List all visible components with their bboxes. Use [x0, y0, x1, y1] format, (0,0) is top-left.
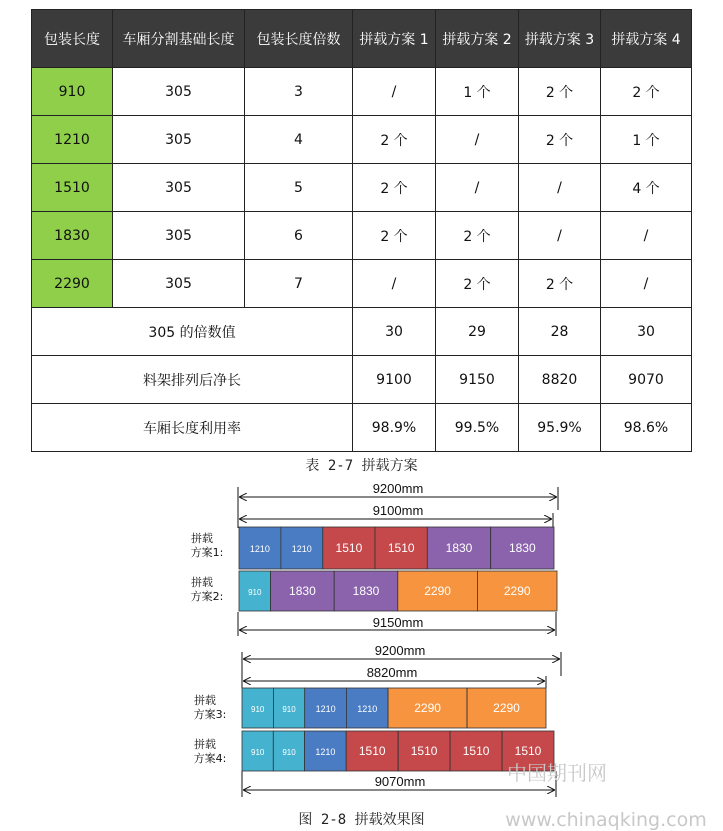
summary-label: 305 的倍数值 [32, 308, 353, 356]
header-cell: 拼载方案 4 [601, 10, 692, 68]
table-cell: 305 [113, 212, 245, 260]
bar-segment-label: 2290 [424, 584, 451, 598]
length-cell: 1830 [32, 212, 113, 260]
bar-segment-label: 2290 [493, 701, 520, 715]
table-cell: 305 [113, 164, 245, 212]
scheme-label: 拼载 [194, 738, 216, 751]
summary-value: 98.9% [353, 404, 436, 452]
watermark-title: 中国期刊网 [507, 761, 607, 785]
table-cell: 3 [245, 68, 353, 116]
table-cell: 4 [245, 116, 353, 164]
table-cell: 2 个 [436, 260, 519, 308]
table-cell: 4 个 [601, 164, 692, 212]
scheme-label: 拼载 [194, 694, 216, 707]
table-cell: / [436, 164, 519, 212]
table-cell: 2 个 [519, 68, 601, 116]
bar-segment-label: 1510 [514, 744, 542, 758]
table-cell: 305 [113, 260, 245, 308]
bar-segment-label: 1510 [410, 744, 438, 758]
table-cell: 2 个 [519, 116, 601, 164]
table-cell: 305 [113, 68, 245, 116]
table-cell: / [436, 116, 519, 164]
summary-value: 98.6% [601, 404, 692, 452]
bar-segment-label: 910 [282, 705, 296, 714]
bar-segment-label: 1510 [358, 744, 386, 758]
bar-segment-label: 910 [248, 588, 262, 597]
table-cell: 305 [113, 116, 245, 164]
header-cell: 拼载方案 3 [519, 10, 601, 68]
dim-label-net: 8820mm [366, 665, 418, 680]
watermark-url: www.chinaqking.com [505, 809, 707, 831]
scheme-label: 方案2: [190, 590, 224, 603]
scheme-label: 方案3: [193, 708, 227, 721]
scheme-label: 拼载 [191, 576, 213, 589]
summary-value: 95.9% [519, 404, 601, 452]
summary-value: 9150 [436, 356, 519, 404]
summary-value: 8820 [519, 356, 601, 404]
length-cell: 1210 [32, 116, 113, 164]
dim-label-net: 9070mm [374, 774, 426, 789]
summary-value: 30 [601, 308, 692, 356]
bar-segment-label: 1510 [462, 744, 490, 758]
dim-label-total: 9200mm [372, 481, 424, 496]
dim-label-total: 9200mm [374, 643, 426, 658]
table-cell: / [519, 212, 601, 260]
table-cell: / [601, 260, 692, 308]
scheme-label: 方案4: [193, 752, 227, 765]
table-caption: 表 2-7 拼载方案 [305, 458, 418, 474]
bar-segment-label: 1830 [508, 541, 536, 555]
summary-value: 30 [353, 308, 436, 356]
table-cell: / [601, 212, 692, 260]
header-cell: 车厢分割基础长度 [113, 10, 245, 68]
bar-segment-label: 910 [282, 748, 296, 757]
header-cell: 拼载方案 2 [436, 10, 519, 68]
dim-label-net: 9100mm [372, 503, 424, 518]
header-cell: 包装长度倍数 [245, 10, 353, 68]
bar-segment-label: 910 [251, 748, 265, 757]
summary-value: 29 [436, 308, 519, 356]
table-cell: 6 [245, 212, 353, 260]
scheme-label: 方案1: [190, 546, 224, 559]
length-cell: 910 [32, 68, 113, 116]
summary-label: 料架排列后净长 [32, 356, 353, 404]
bar-segment-label: 1210 [357, 704, 378, 714]
summary-value: 9070 [601, 356, 692, 404]
table-cell: 2 个 [601, 68, 692, 116]
table-cell: 2 个 [353, 164, 436, 212]
table-cell: 2 个 [353, 212, 436, 260]
table-cell: 1 个 [436, 68, 519, 116]
bar-segment-label: 2290 [414, 701, 441, 715]
table-cell: / [519, 164, 601, 212]
bar-segment-label: 1830 [352, 584, 380, 598]
bar-segment-label: 1830 [445, 541, 473, 555]
table-cell: / [353, 68, 436, 116]
summary-label: 车厢长度利用率 [32, 404, 353, 452]
bar-segment-label: 1210 [315, 704, 336, 714]
table-cell: 2 个 [436, 212, 519, 260]
header-cell: 包装长度 [32, 10, 113, 68]
bar-segment-label: 1510 [335, 541, 363, 555]
dim-label-net: 9150mm [372, 615, 424, 630]
header-cell: 拼载方案 1 [353, 10, 436, 68]
table-cell: 1 个 [601, 116, 692, 164]
length-cell: 1510 [32, 164, 113, 212]
summary-value: 28 [519, 308, 601, 356]
table-cell: 2 个 [353, 116, 436, 164]
summary-value: 9100 [353, 356, 436, 404]
scheme-label: 拼载 [191, 532, 213, 545]
bar-segment-label: 1830 [289, 584, 316, 598]
table-cell: 2 个 [519, 260, 601, 308]
length-cell: 2290 [32, 260, 113, 308]
bar-segment-label: 2290 [503, 584, 531, 598]
summary-value: 99.5% [436, 404, 519, 452]
table-cell: 7 [245, 260, 353, 308]
table-cell: / [353, 260, 436, 308]
table-cell: 5 [245, 164, 353, 212]
bar-segment-label: 1210 [249, 544, 270, 554]
bar-segment-label: 1210 [291, 544, 312, 554]
bar-segment-label: 910 [251, 705, 265, 714]
bar-segment-label: 1210 [315, 747, 336, 757]
bar-segment-label: 1510 [387, 541, 415, 555]
figure-caption: 图 2-8 拼载效果图 [298, 812, 425, 828]
